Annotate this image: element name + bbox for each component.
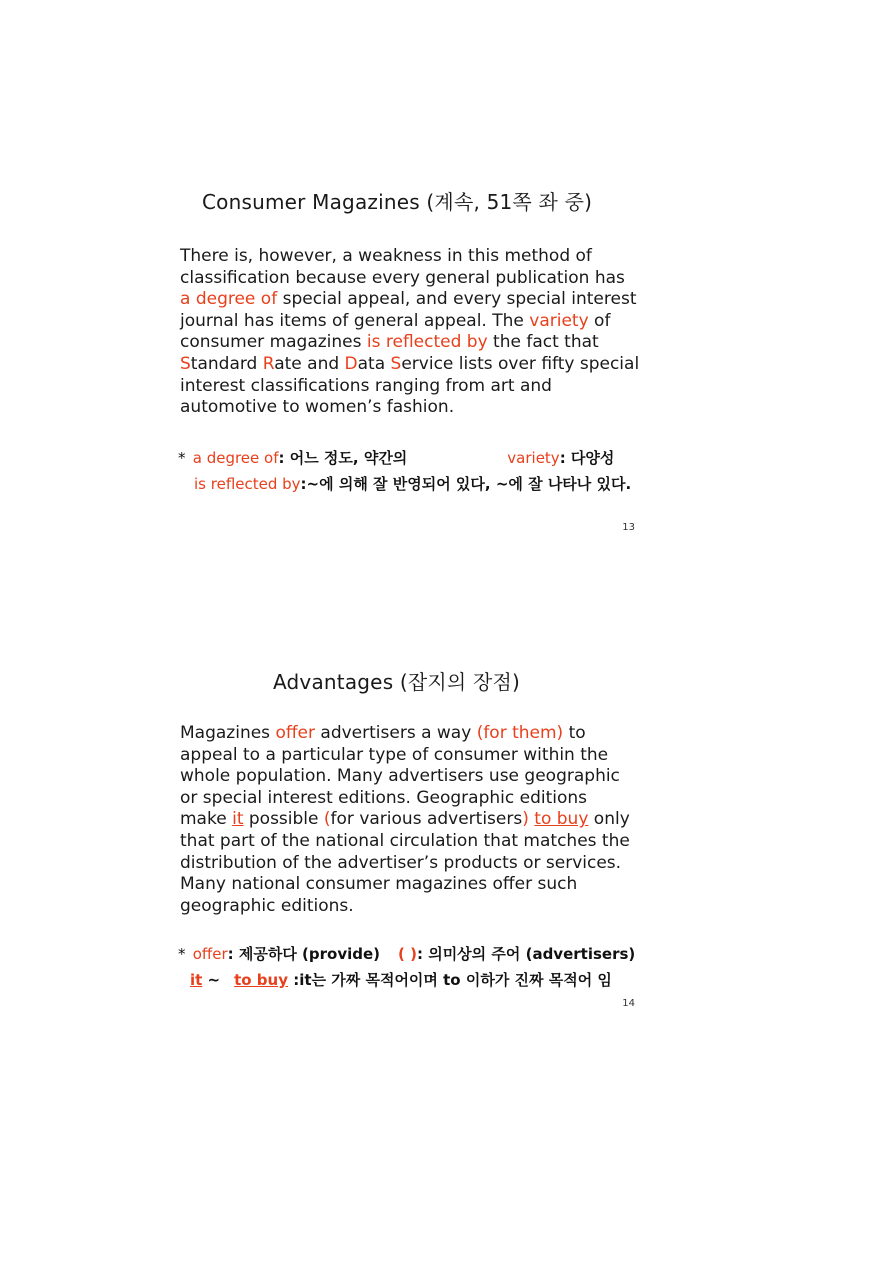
highlight-phrase: to buy — [534, 809, 589, 830]
body-line: whole population. Many advertisers use geographic — [180, 766, 620, 787]
page-number: 13 — [622, 522, 635, 533]
note-definition: : 의미상의 주어 (advertisers) — [416, 945, 636, 963]
note-term: is reflected by — [194, 475, 301, 493]
slide-title: Advantages (잡지의 장점) — [273, 670, 521, 694]
note-definition: : 어느 정도, 약간의 — [278, 449, 408, 467]
highlight-phrase: (for them) — [476, 723, 564, 743]
highlight-phrase: is reflected by — [366, 332, 488, 353]
note-line — [178, 941, 635, 967]
note-term: offer — [192, 945, 228, 963]
body-line: Magazines offer advertisers a way (for them) to — [180, 723, 586, 743]
body-line: geographic editions. — [180, 895, 354, 916]
highlight-phrase: variety — [529, 310, 589, 331]
slide-title: Consumer Magazines (계속, 51쪽 좌 중) — [202, 190, 593, 214]
note-line — [178, 445, 631, 471]
highlight-phrase: a degree of — [180, 289, 278, 310]
body-line: consumer magazines is reflected by the fact that — [180, 332, 599, 353]
note-term: it — [190, 971, 203, 989]
slide-13 — [0, 0, 893, 620]
body-line: appeal to a particular type of consumer within the — [180, 744, 609, 765]
note-term: variety — [507, 449, 560, 467]
body-line: make it possible (for various advertisers) to buy only — [180, 809, 630, 830]
slide-body — [180, 723, 650, 917]
body-line: that part of the national circulation that matches the — [180, 830, 630, 851]
slide-14 — [0, 620, 893, 1262]
note-definition: :it는 가짜 목적어이며 to 이하가 진짜 목적어 임 — [288, 971, 612, 989]
body-line: automotive to women’s fashion. — [180, 397, 455, 418]
note-definition: : 제공하다 (provide) — [227, 945, 381, 963]
highlight-phrase: offer — [275, 723, 315, 743]
body-line: Many national consumer magazines offer such — [180, 874, 578, 895]
note-term: to buy — [234, 971, 289, 989]
body-line: There is, however, a weakness in this method of — [180, 246, 592, 266]
bullet-star: * — [178, 449, 186, 467]
body-line: distribution of the advertiser’s products or services. — [180, 852, 622, 873]
body-line: Standard Rate and Data Service lists over fifty special — [180, 353, 640, 374]
vocab-notes — [178, 941, 635, 993]
note-term: a degree of — [192, 449, 279, 467]
body-line: a degree of special appeal, and every special interest — [180, 289, 637, 310]
note-line: it ~ to buy :it는 가짜 목적어이며 to 이하가 진짜 목적어 임 — [190, 971, 612, 989]
page-number: 14 — [622, 998, 635, 1009]
body-line: classification because every general publication has — [180, 267, 625, 288]
note-definition: : 다양성 — [559, 449, 615, 467]
note-term: ( ) — [398, 945, 417, 963]
highlight-phrase: it — [232, 809, 244, 830]
body-line: interest classifications ranging from art and — [180, 375, 552, 396]
body-line: journal has items of general appeal. The variety of — [180, 310, 611, 331]
note-line — [178, 471, 631, 497]
slide-body — [180, 246, 650, 419]
bullet-star: * — [178, 945, 186, 963]
vocab-notes — [178, 445, 631, 497]
note-definition: :~에 의해 잘 반영되어 있다, ~에 잘 나타나 있다. — [300, 475, 632, 493]
body-line: or special interest editions. Geographic editions — [180, 787, 588, 808]
